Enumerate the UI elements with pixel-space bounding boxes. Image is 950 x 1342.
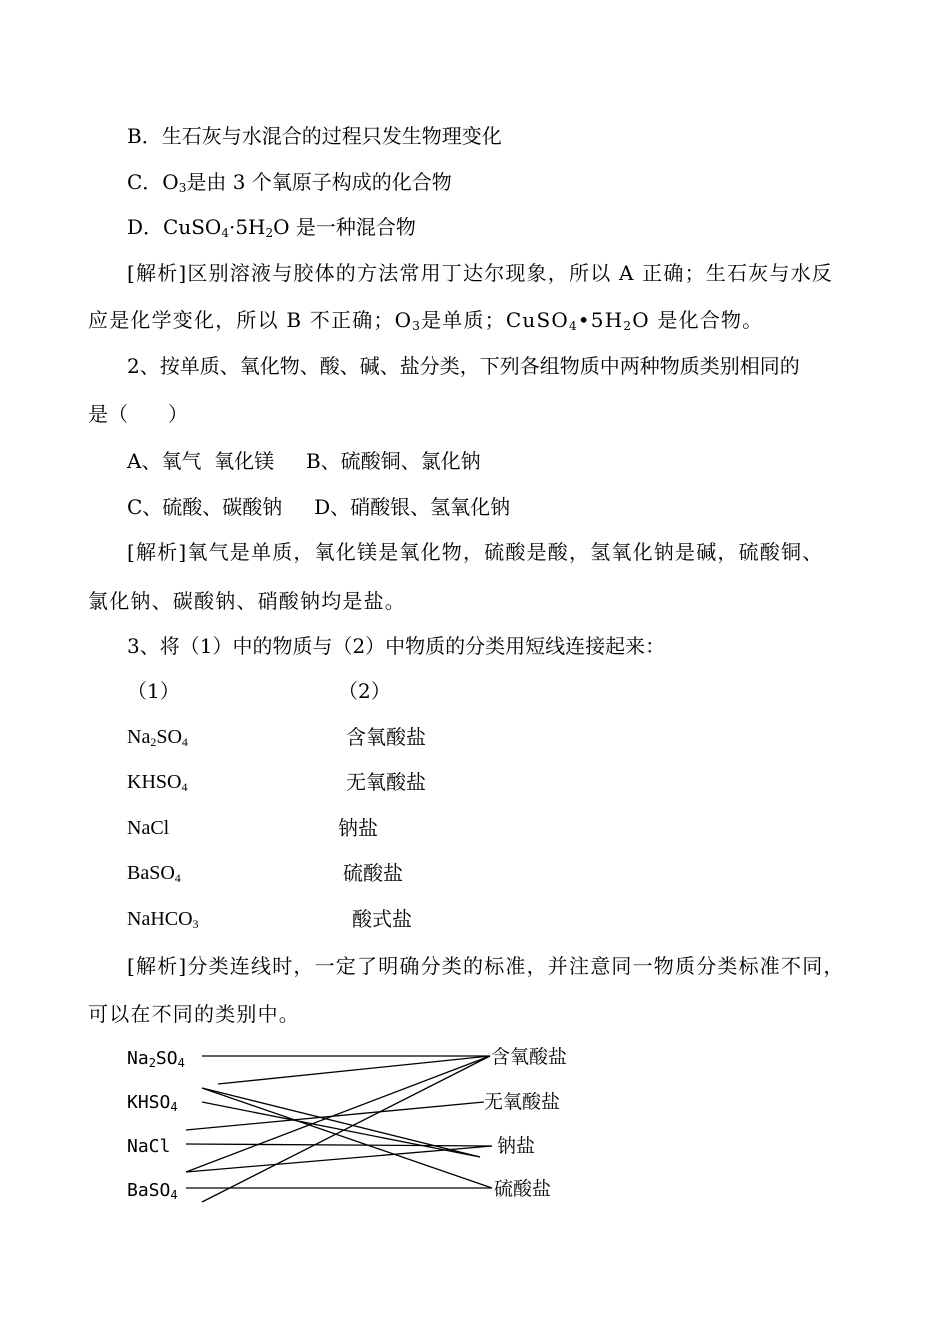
q3-substance: NaCl (127, 817, 170, 839)
q2-options-row1: A、氧气 氧化镁 B、硫酸铜、氯化钠 (127, 449, 481, 473)
diagram-left-label: NaCl (127, 1136, 171, 1157)
q1-option-c: C．$O_3$是由 3 个氧原子构成的化合物 (127, 170, 452, 195)
q1-analysis-line1: [解析]区别溶液与胶体的方法常用丁达尔现象，所以 A 正确；生石灰与水反 (127, 261, 833, 285)
connector-line (218, 1056, 490, 1084)
connector-line (202, 1088, 492, 1188)
q3-substance: BaSO$_4$ (127, 862, 181, 885)
q2-analysis-line1: [解析]氧气是单质，氧化镁是氧化物，硫酸是酸，氢氧化钠是碱，硫酸铜、 (127, 540, 824, 564)
q1-analysis-line2: 应是化学变化，所以 B 不正确；$O_3$是单质；$CuSO_4•5H_2O$ 是化合物。 (88, 308, 764, 333)
q3-col2-header: （2） (338, 679, 391, 703)
q3-analysis-line1: [解析]分类连线时，一定了明确分类的标准，并注意同一物质分类标准不同， (127, 954, 845, 978)
q3-category: 酸式盐 (352, 907, 412, 931)
q3-category: 无氧酸盐 (346, 770, 426, 794)
q3-substance: NaHCO$_3$ (127, 908, 199, 931)
connector-line (202, 1088, 480, 1157)
diagram-right-label: 硫酸盐 (494, 1178, 552, 1200)
answer-matching-diagram (0, 1036, 950, 1226)
diagram-left-label: BaSO$_4$ (127, 1180, 178, 1202)
q3-category: 硫酸盐 (343, 861, 403, 885)
connector-line (186, 1144, 492, 1146)
q3-stem: 3、将（1）中的物质与（2）中物质的分类用短线连接起来： (127, 634, 666, 658)
connector-line (202, 1102, 480, 1157)
q3-category: 含氧酸盐 (346, 725, 426, 749)
q3-substance: $KHSO_4$ (127, 771, 188, 794)
q3-col1-header: （1） (127, 679, 180, 703)
diagram-right-label: 含氧酸盐 (491, 1046, 568, 1068)
connector-line (202, 1056, 490, 1202)
q3-substance: $Na_2SO_4$ (127, 726, 188, 749)
q1-option-b: B．生石灰与水混合的过程只发生物理变化 (127, 124, 502, 148)
q3-category: 钠盐 (338, 816, 378, 840)
diagram-left-label: $Na_2SO_4$ (127, 1048, 185, 1070)
q2-options-row2: C、硫酸、碳酸钠 D、硝酸银、氢氧化钠 (127, 495, 511, 519)
connector-line (186, 1056, 490, 1172)
q2-stem-line2: 是（ ） (88, 402, 188, 426)
connector-line (186, 1146, 492, 1172)
connector-line (186, 1102, 484, 1130)
q2-analysis-line2: 氯化钠、碳酸钠、硝酸钠均是盐。 (88, 589, 406, 613)
q2-stem-line1: 2、按单质、氧化物、酸、碱、盐分类，下列各组物质中两种物质类别相同的 (127, 354, 800, 378)
q3-analysis-line2: 可以在不同的类别中。 (88, 1002, 300, 1026)
diagram-right-label: 无氧酸盐 (484, 1091, 561, 1113)
diagram-right-label: 钠盐 (497, 1135, 536, 1157)
diagram-left-label: $KHSO_4$ (127, 1092, 178, 1114)
q1-option-d: D．$CuSO_4\cdot 5H_2O$ 是一种混合物 (127, 215, 416, 240)
